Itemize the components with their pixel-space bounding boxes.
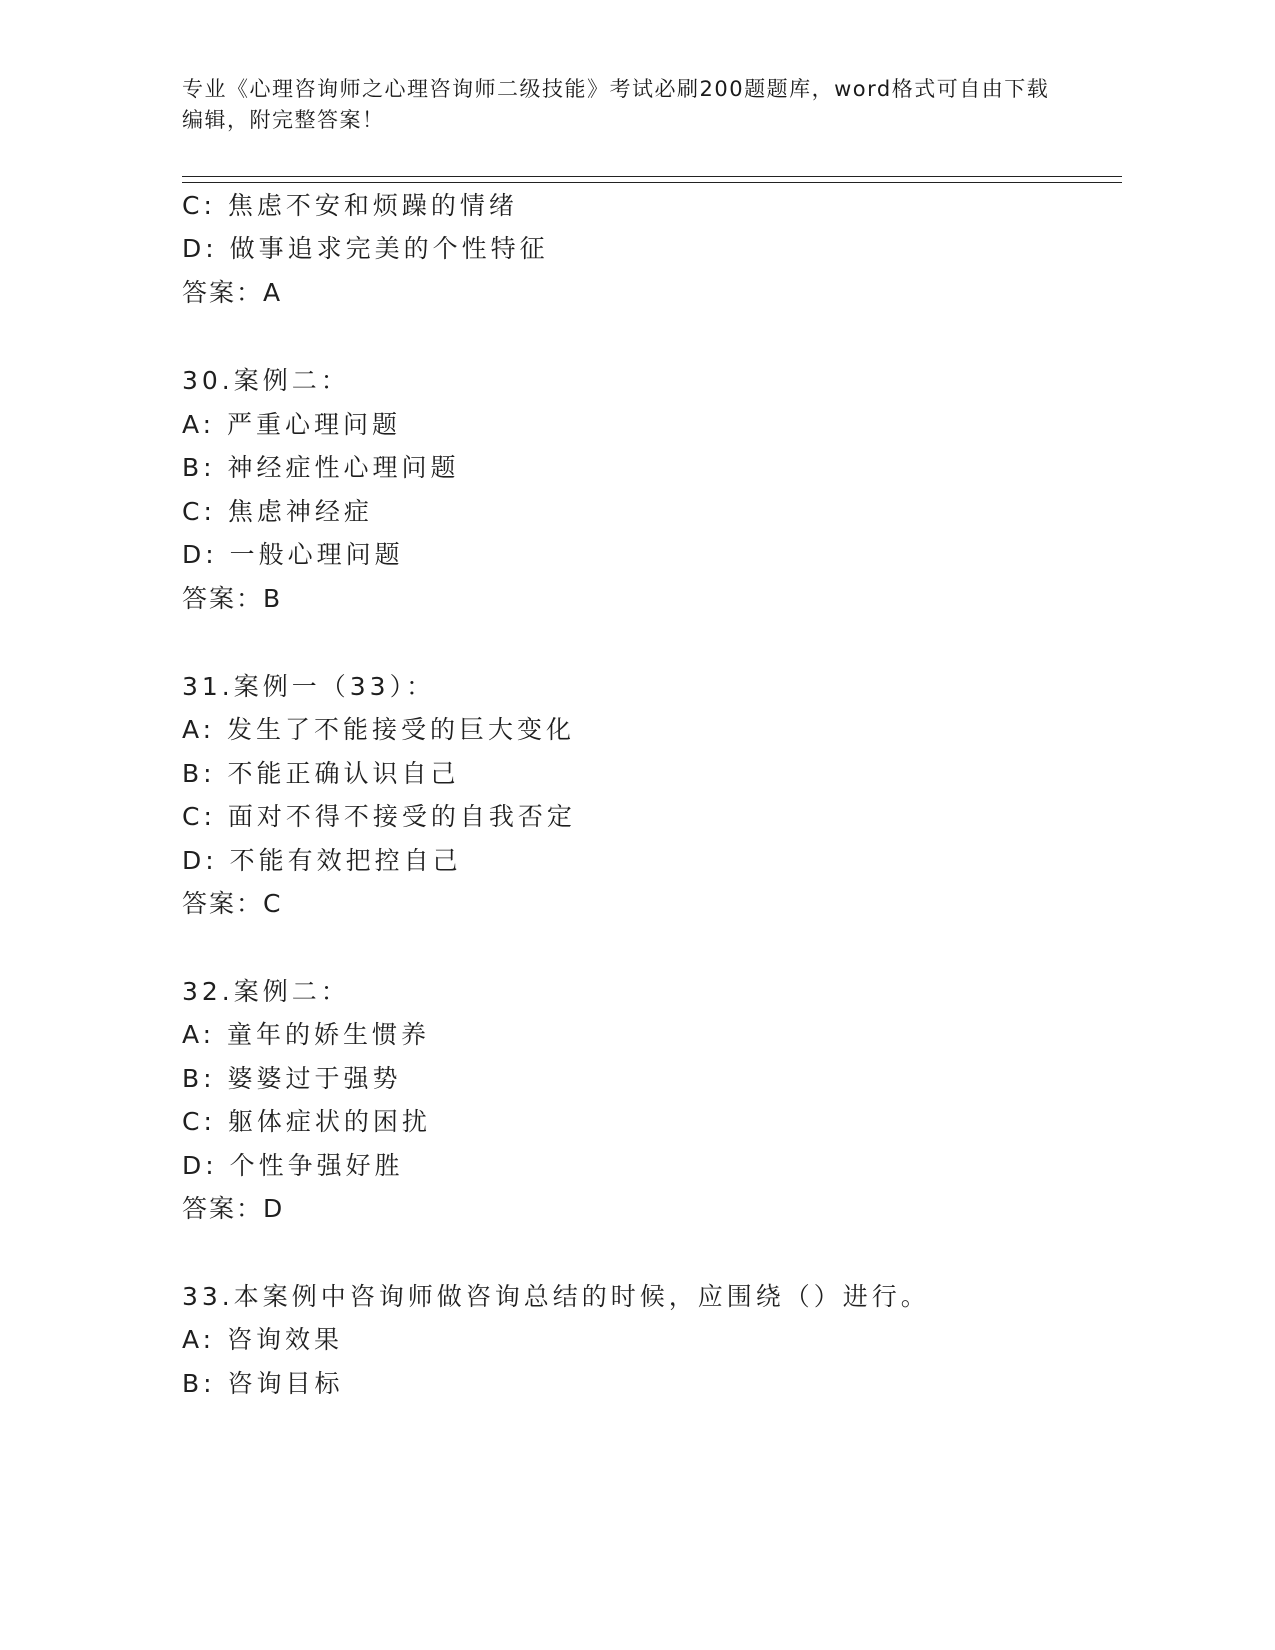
answer-line: 答案：B (182, 584, 283, 613)
option-a: A: 发生了不能接受的巨大变化 (182, 715, 576, 744)
option-a: A: 童年的娇生惯养 (182, 1020, 431, 1049)
option-d: D: 不能有效把控自己 (182, 846, 462, 875)
option-b: B: 不能正确认识自己 (182, 759, 460, 788)
answer-line: 答案：C (182, 889, 283, 918)
option-b: B: 神经症性心理问题 (182, 453, 460, 482)
document-header: 专业《心理咨询师之心理咨询师二级技能》考试必刷200题题库，word格式可自由下载编辑，附完整答案！ (182, 77, 1050, 132)
option-c: C: 焦虑神经症 (182, 497, 373, 526)
answer-line: 答案：D (182, 1194, 285, 1223)
option-c: C: 焦虑不安和烦躁的情绪 (182, 191, 518, 220)
option-c: C: 面对不得不接受的自我否定 (182, 802, 576, 831)
option-d: D: 做事追求完美的个性特征 (182, 234, 549, 263)
header-divider (182, 176, 1122, 183)
option-b: B: 婆婆过于强势 (182, 1064, 402, 1093)
question-stem: 31.案例一（33）： (182, 672, 436, 701)
question-stem: 33.本案例中咨询师做咨询总结的时候，应围绕（）进行。 (182, 1282, 930, 1311)
option-a: A: 咨询效果 (182, 1325, 344, 1354)
question-stem: 32.案例二： (182, 977, 350, 1006)
option-a: A: 严重心理问题 (182, 410, 402, 439)
option-d: D: 一般心理问题 (182, 540, 404, 569)
answer-line: 答案：A (182, 278, 283, 307)
question-stem: 30.案例二： (182, 366, 350, 395)
option-c: C: 躯体症状的困扰 (182, 1107, 431, 1136)
option-b: B: 咨询目标 (182, 1369, 344, 1398)
option-d: D: 个性争强好胜 (182, 1151, 404, 1180)
